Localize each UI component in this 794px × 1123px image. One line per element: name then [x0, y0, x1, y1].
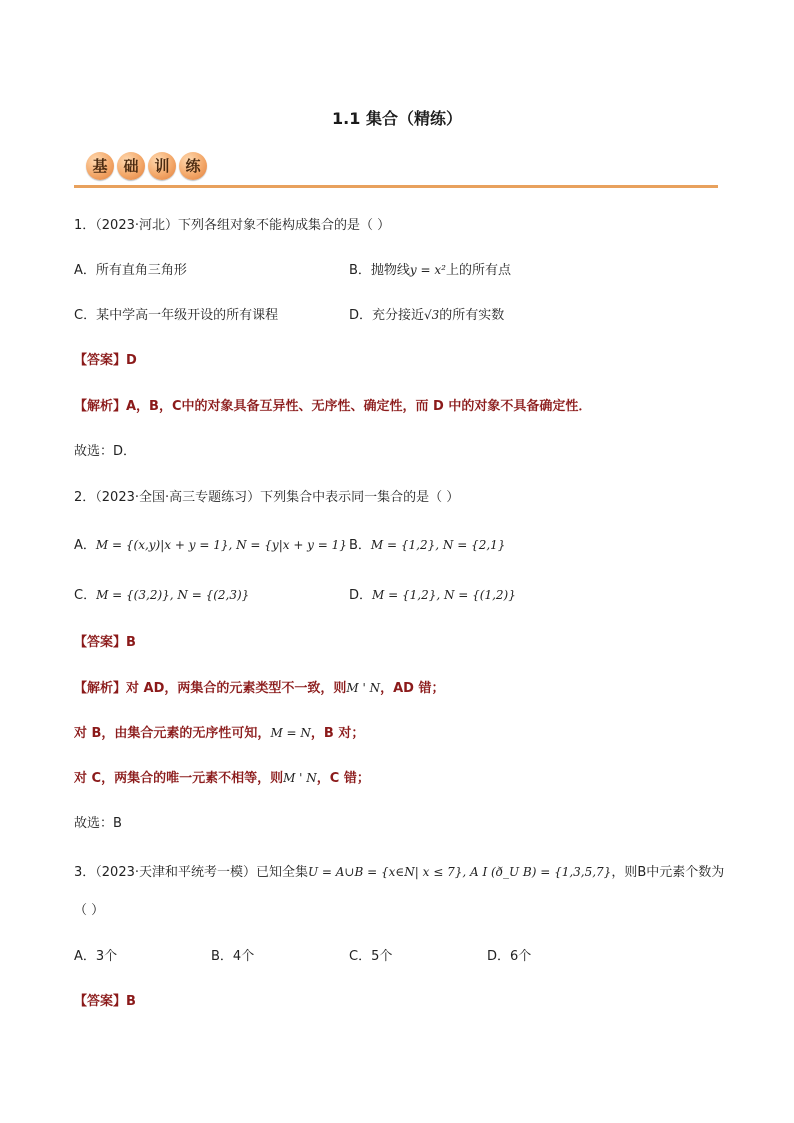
question-1-conclusion: 故选：D． [74, 444, 137, 459]
analysis-text-2-end: ，B 对； [310, 726, 365, 741]
q3-stem-prefix: 3．（2023·天津和平统考一模）已知全集 [74, 865, 308, 880]
question-3-option-b: B．4个 [211, 949, 255, 964]
question-2-option-c [74, 584, 249, 603]
question-2-stem: 2．（2023·全国·高三专题练习）下列集合中表示同一集合的是（ ） [74, 490, 460, 505]
option-d-prefix: D．充分接近 [349, 308, 425, 323]
question-2-conclusion [74, 812, 122, 831]
option-b-prefix: B．抛物线 [349, 263, 410, 278]
question-2-analysis-line-2 [74, 722, 364, 741]
option-b-sets: M = {1,2}, N = {2,1} [370, 538, 506, 552]
option-d-sets: M = {1,2}, N = {(1,2)} [372, 588, 516, 602]
question-1-option-c: C．某中学高一年级开设的所有课程 [74, 308, 279, 323]
q3-stem-suffix: ，则B中元素个数为 [611, 865, 725, 880]
analysis-text-3-end: ，C 错； [316, 771, 370, 786]
page-title: 1.1 集合（精练） [332, 109, 462, 128]
question-2-option-b [349, 534, 505, 553]
section-char-1: 基 [86, 152, 114, 180]
option-a-label: A． [74, 538, 96, 553]
question-2-analysis-line-1 [74, 677, 445, 696]
section-divider [74, 185, 718, 188]
option-d-label: D． [349, 588, 373, 603]
analysis-math-1: M ' N [346, 681, 381, 695]
parabola-formula: y = x² [409, 263, 446, 277]
analysis-text-3: 对 C，两集合的唯一元素不相等，则 [74, 771, 284, 786]
question-2-option-d [349, 584, 516, 603]
analysis-text-1: 【解析】对 AD，两集合的元素类型不一致，则 [74, 681, 347, 696]
question-1-option-b [349, 259, 511, 278]
section-char-4: 练 [179, 152, 207, 180]
question-3-stem-line-2: （ ） [74, 903, 105, 918]
question-2-analysis-line-3 [74, 767, 370, 786]
analysis-math-3: M ' N [283, 771, 317, 785]
option-c-label: C． [74, 588, 97, 603]
question-1-option-a: A．所有直角三角形 [74, 263, 187, 278]
question-3-option-d: D．6个 [487, 949, 532, 964]
question-1-analysis: 【解析】A，B，C中的对象具备互异性、无序性、确定性，而 D 中的对象不具备确定性． [74, 399, 592, 414]
question-1-option-d [349, 304, 504, 323]
question-1-answer: 【答案】D [74, 353, 137, 368]
question-3-option-c: C．5个 [349, 949, 393, 964]
section-header-basic-training [86, 152, 210, 186]
option-c-sets: M = {(3,2)}, N = {(2,3)} [96, 588, 250, 602]
option-b-suffix: 上的所有点 [445, 263, 511, 278]
analysis-text-2: 对 B，由集合元素的无序性可知， [74, 726, 271, 741]
question-3-stem [74, 861, 724, 880]
section-char-2: 础 [117, 152, 145, 180]
section-char-3: 训 [148, 152, 176, 180]
sqrt-three: √3 [424, 308, 440, 322]
option-b-label: B． [349, 538, 371, 553]
analysis-math-2: M = N [270, 726, 311, 740]
conclusion-text: 故选：B [74, 816, 122, 831]
question-2-option-a [74, 534, 347, 553]
option-d-suffix: 的所有实数 [439, 308, 505, 323]
analysis-text-1-end: ，AD 错； [380, 681, 445, 696]
question-1-stem: 1．（2023·河北）下列各组对象不能构成集合的是（ ） [74, 218, 391, 233]
question-2-answer: 【答案】B [74, 635, 136, 650]
q3-universal-set: U = A∪B = {x∈N| x ≤ 7}, A I (ð_U B) = {1,3,5,7} [308, 865, 612, 879]
option-a-sets: M = {(x,y)|x + y = 1}, N = {y|x + y = 1} [95, 538, 347, 552]
question-3-answer: 【答案】B [74, 994, 136, 1009]
question-3-option-a: A．3个 [74, 949, 118, 964]
